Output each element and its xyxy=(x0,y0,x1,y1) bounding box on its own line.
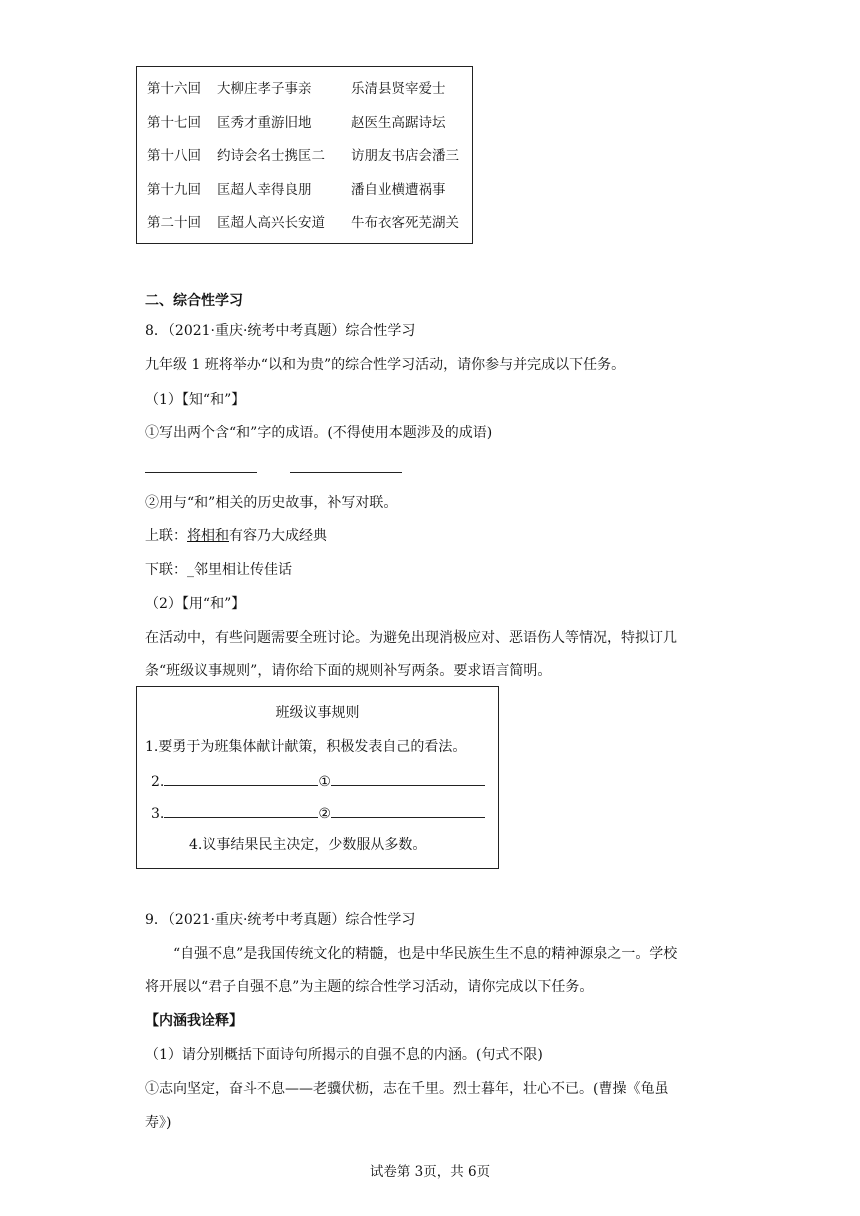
question-8-part1-title: （1）【知“和”】 xyxy=(145,392,246,408)
couplet-upper xyxy=(145,526,327,546)
chapter-number: 第二十回 xyxy=(147,215,201,231)
chapter-line xyxy=(147,213,472,247)
rule-3 xyxy=(151,803,485,824)
question-9-header: 9．（2021·重庆·统考中考真题）综合性学习 xyxy=(145,912,416,928)
question-9-paragraph-2: 将开展以“君子自强不息”为主题的综合性学习活动，请你完成以下任务。 xyxy=(145,979,594,995)
rule-2-blank[interactable] xyxy=(164,771,318,786)
question-9-part1: （1）请分别概括下面诗句所揭示的自强不息的内涵。(句式不限) xyxy=(145,1047,543,1063)
rule-3-mark: ② xyxy=(318,806,331,822)
chapter-title-b: 访朋友书店会潘三 xyxy=(351,148,459,164)
chapter-title-b: 潘自业横遭祸事 xyxy=(351,181,446,198)
chapter-title-b: 牛布衣客死芜湖关 xyxy=(351,215,459,231)
chapter-number: 第十九回 xyxy=(147,181,201,198)
question-9-subsection: 【内涵我诠释】 xyxy=(145,1013,243,1029)
chapter-title-b: 赵医生高踞诗坛 xyxy=(351,114,446,131)
question-8-task2: ②用与“和”相关的历史故事，补写对联。 xyxy=(145,495,398,511)
idiom-answer-lines xyxy=(145,458,402,479)
couplet-upper-underlined: 将相和 xyxy=(187,528,229,544)
chapter-number: 第十八回 xyxy=(147,148,201,164)
class-rules-box xyxy=(136,686,499,869)
rule-2-number: 2. xyxy=(151,774,165,790)
chapter-title-a: 匡超人高兴长安道 xyxy=(217,215,325,231)
rule-3-blank[interactable] xyxy=(164,803,318,818)
question-8-task1: ①写出两个含“和”字的成语。(不得使用本题涉及的成语) xyxy=(145,425,493,441)
question-8-header: 8．（2021·重庆·统考中考真题）综合性学习 xyxy=(145,323,416,339)
chapter-title-a: 大柳庄孝子事亲 xyxy=(217,81,312,97)
answer-blank-1[interactable] xyxy=(145,458,257,473)
question-8-part2-text-2: 条“班级议事规则”，请你给下面的规则补写两条。要求语言简明。 xyxy=(145,663,552,679)
question-9-paragraph-1: “自强不息”是我国传统文化的精髓，也是中华民族生生不息的精神源泉之一。学校 xyxy=(173,946,678,962)
couplet-lower: 下联：_邻里相让传佳话 xyxy=(145,562,292,578)
section-title: 二、综合性学习 xyxy=(145,293,243,309)
question-8-part2-text-1: 在活动中，有些问题需要全班讨论。为避免出现消极应对、恶语伤人等情况，特拟订几 xyxy=(145,630,677,646)
rules-title: 班级议事规则 xyxy=(275,705,360,721)
rule-2-mark: ① xyxy=(318,774,331,790)
chapter-number: 第十七回 xyxy=(147,114,201,131)
chapter-title-a: 匡秀才重游旧地 xyxy=(217,114,312,131)
chapter-line xyxy=(147,146,472,180)
rule-2-answer-blank[interactable] xyxy=(331,771,485,786)
chapter-title-a: 匡超人幸得良朋 xyxy=(217,181,312,198)
question-8-part2-title: （2）【用“和”】 xyxy=(145,596,246,612)
page-footer: 试卷第 3页，共 6页 xyxy=(369,1164,491,1180)
chapter-title-b: 乐清县贤宰爱士 xyxy=(351,81,446,97)
chapter-line xyxy=(147,113,472,147)
chapter-list-box xyxy=(136,66,473,244)
chapter-line xyxy=(147,180,472,214)
chapter-number: 第十六回 xyxy=(147,81,201,97)
rule-3-answer-blank[interactable] xyxy=(331,803,485,818)
rule-1: 1.要勇于为班集体献计献策，积极发表自己的看法。 xyxy=(145,739,467,755)
couplet-upper-rest: 有容乃大成经典 xyxy=(229,528,327,544)
rule-3-number: 3. xyxy=(151,806,165,822)
chapter-line xyxy=(147,79,472,113)
chapter-title-a: 约诗会名士携匡二 xyxy=(217,148,325,164)
couplet-upper-label: 上联： xyxy=(145,528,187,544)
question-9-poem-line-1: ①志向坚定，奋斗不息——老骥伏枥，志在千里。烈士暮年，壮心不已。(曹操《龟虽 xyxy=(145,1081,669,1097)
question-8-intro: 九年级 1 班将举办“以和为贵”的综合性学习活动，请你参与并完成以下任务。 xyxy=(145,357,626,373)
rule-4: 4.议事结果民主决定，少数服从多数。 xyxy=(189,837,427,853)
answer-blank-2[interactable] xyxy=(290,458,402,473)
rule-2 xyxy=(151,771,485,792)
question-9-poem-line-2: 寿》) xyxy=(145,1115,172,1131)
